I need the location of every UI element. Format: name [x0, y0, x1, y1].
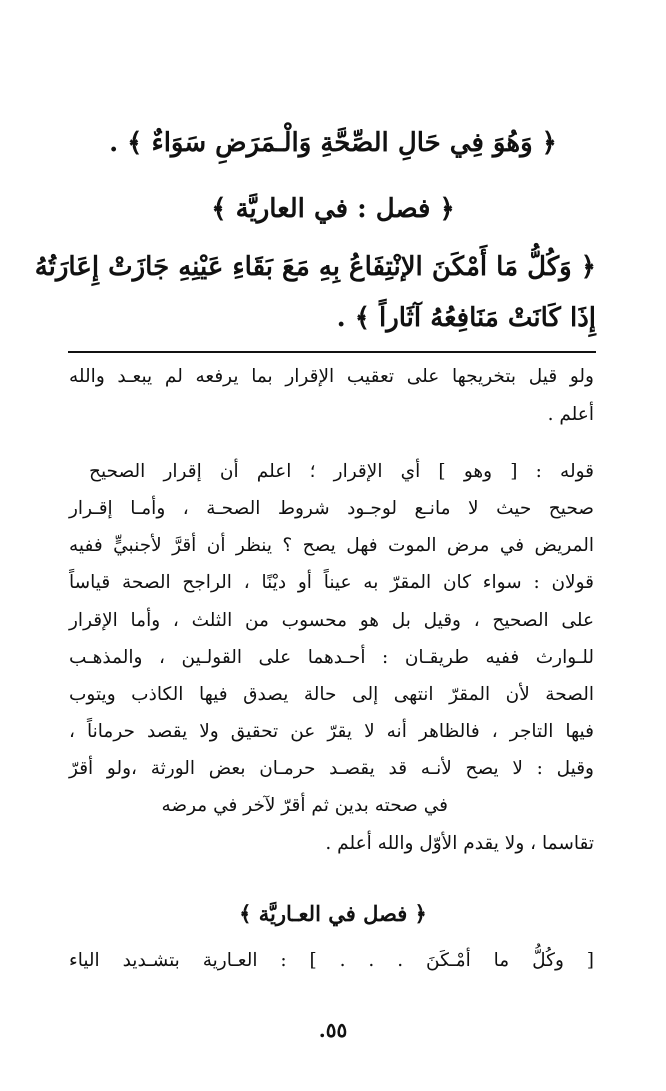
commentary-line: الصحة لأن المقرّ انتهى إلى حالة يصدق فيها الكاذب ويتوب — [69, 684, 594, 705]
commentary-line: فيها التاجر ، فالظاهر أنه لا يقرّ عن تحقيق ولا يقصد حرماناً ، — [69, 721, 594, 742]
commentary-line: قولان : سواء كان المقرّ به عيناً أو ديْنًا ، الراجح الصحة قياساً — [69, 572, 594, 593]
commentary-line: [ وكُلُّ ما أمْـكَنَ . . . ] : العـارية بتشـديد الياء — [69, 950, 594, 971]
commentary-section-heading: ﴿ فصل في العـاريَّة ﴾ — [239, 901, 427, 926]
commentary-line: أعلم . — [547, 404, 594, 425]
commentary-line: ولو قيل بتخريجها على تعقيب الإقرار بما يرفعه لم يبعـد والله — [69, 366, 594, 387]
commentary-line: للـوارث ففيه طريقـان : أحـدهما على القولـين ، والمذهـب — [69, 647, 594, 668]
matn-line-3: إِذَا كَانَتْ مَنَافِعُهُ آثَاراً ﴾ . — [336, 303, 596, 333]
commentary-line: تقاسما ، ولا يقدم الأوّل والله أعلم . — [325, 833, 594, 854]
commentary-line: المريض في مرض الموت فهل يصح ؟ ينظر أن أقرَّ لأجنبيٍّ ففيه — [69, 535, 594, 556]
matn-line-2: ﴿ وَكُلُّ مَا أَمْكَنَ الإنْتِفَاعُ بِهِ مَعَ بَقَاءِ عَيْنِهِ جَازَتْ إِعَارَتُهُ — [34, 252, 596, 282]
commentary-line: وقيل : لا يصح لأنـه قد يقصـد حرمـان بعض الورثة ،ولو أقرّ — [69, 758, 594, 779]
matn-line-1: ﴿ وَهُوَ فِي حَالِ الصِّحَّةِ وَالْـمَرَضِ سَوَاءٌ ﴾ . — [109, 128, 557, 158]
page-number: ٥٥. — [318, 1018, 348, 1042]
commentary-line: على الصحيح ، وقيل بل هو محسوب من الثلث ، وأما الإقرار — [69, 610, 594, 631]
commentary-line: قوله : [ وهو ] أي الإقرار ؛ اعلم أن إقرار الصحيح — [89, 461, 594, 482]
commentary-line: صحيح حيث لا مانـع لوجـود شروط الصحـة ، وأمـا إقـرار — [69, 498, 594, 519]
commentary-line: في صحته بدين ثم أقرّ لآخر في مرضه — [161, 795, 448, 816]
section-heading-ariyya: ﴿ فصل : في العاريَّة ﴾ — [211, 194, 455, 224]
text-divider-rule — [68, 351, 596, 353]
